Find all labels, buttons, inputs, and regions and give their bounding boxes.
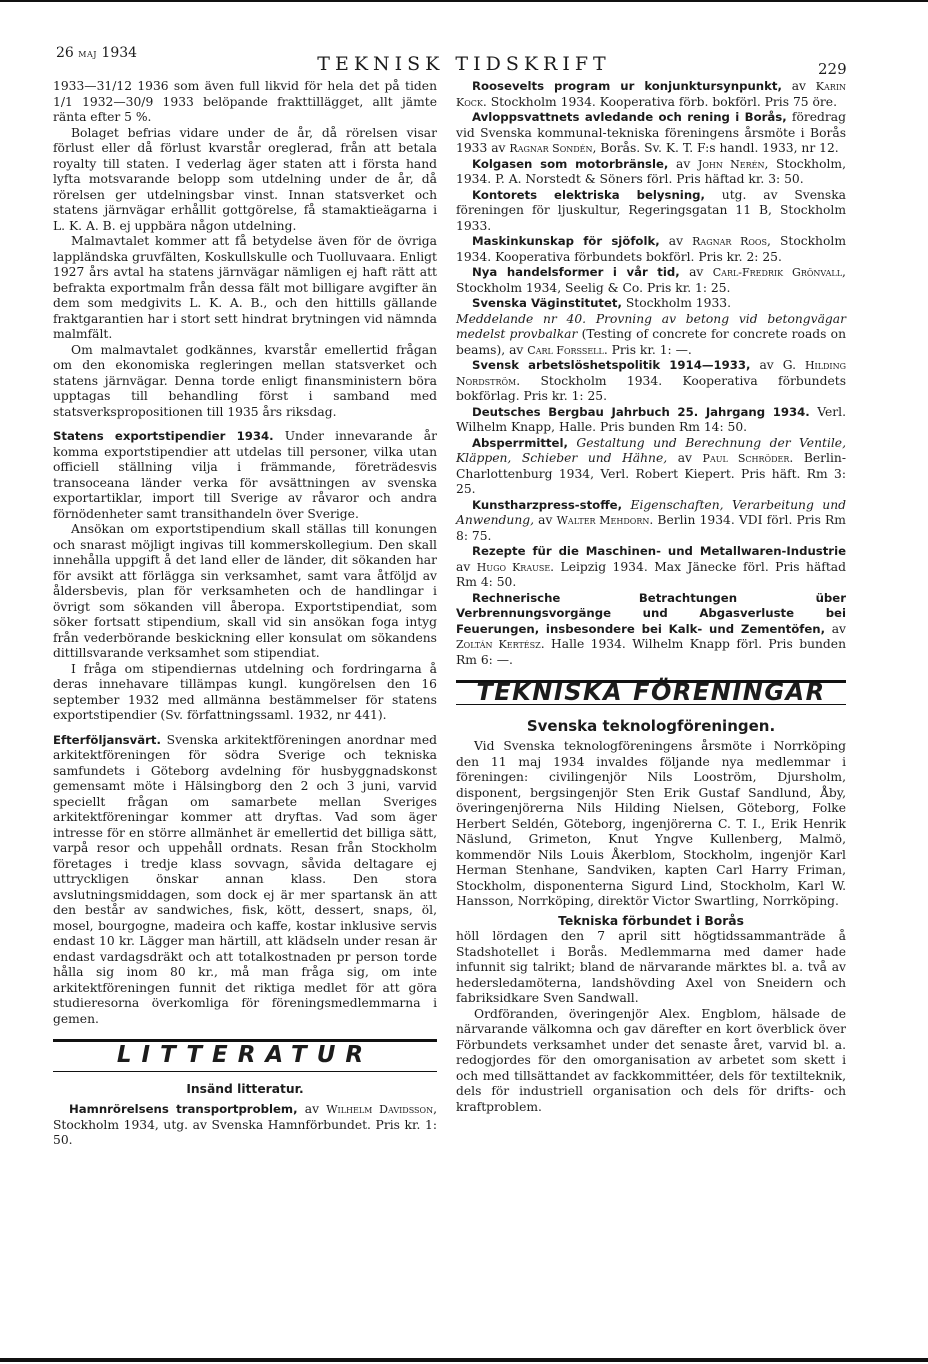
paragraph: Vid Svenska teknologföreningens årsmöte i Norrköping den 11 maj 1934 invaldes följande nya medlemmar i föreningen: civilingenjör Nils Looström, Djursholm, disponent, bergsingenjör Sten Erik Gustaf Sandlund, Åby, överingenjörerna Nils Hilding Nielsen, Göteborg, Folke Herbert Seldén, Göteborg, ingenjörerna C. T. I., Erik Henrik Näslund, Grimeton, Knut Yngve Kullenberg, Malmö, kommendör Nils Louis Åkerblom, Stockholm, ingenjör Karl Herman Stenhane, Sandviken, kapten Carl Harry Friman, Stockholm, disponenterna Sigurd Lind, Stockholm, Karl W. Hansson, Norrköping, direktör Victor Swartling, Norrköping.	[456, 739, 846, 908]
entry-author: Wilhelm Davidsson	[326, 1103, 434, 1116]
entry-author: Carl Forssell	[527, 343, 604, 357]
literature-entry: Deutsches Bergbau Jahrbuch 25. Jahrgang 1934. Verl. Wilhelm Knapp, Halle. Pris bunden Rm 14: 50.	[456, 404, 846, 434]
entry-title: Kunstharzpress-stoffe,	[472, 497, 623, 512]
entry-title: Svenska Väginstitutet,	[472, 296, 622, 310]
journal-title: TEKNISK TIDSKRIFT	[317, 53, 611, 75]
entry-author: Hilding Nordström	[456, 359, 846, 388]
paragraph: Malmavtalet kommer att få betydelse även för de övriga lappländska gruvfälten, Koskullskulle och Tuolluvaara. Enligt 1927 års avtal ha statens järnvägar nämligen ej haft rätt att befrakta exportmalm från dessa fält mot billigare avgifter än dem som medgivits L. K. A. B., och den hittills gällande fraktgarantien har i stort sett hindrat brytningen vid nämnda malmfält.	[53, 234, 437, 341]
section-exportstipendier	[53, 429, 437, 522]
date-year: 1934	[101, 45, 138, 61]
entry-title: Maskinkunskap för sjöfolk,	[472, 234, 660, 248]
section-heading: Efterföljansvärt.	[53, 732, 161, 747]
entry-author: Ragnar Sondén	[509, 142, 593, 155]
paragraph: Under innevarande år komma exportstipendier att utdelas till personer, vilka utan officiell ställning vilja i främmande, företrädesvis transoceana länder verka för avsättningen av svenska exportartiklar, import till Sverige av råvaror och andra förnödenheter samt transithandeln över Sverige.	[53, 429, 437, 521]
paragraph: höll lördagen den 7 april sitt högtidssammanträde å Stadshotellet i Borås. Medlemmarna med damer hade infunnit sig talrikt; bland de närvarande märktes bl. a. två av hedersledamöterna, landshövding Axel von Sneidern och fabriksidkare Sven Sandwall.	[456, 929, 846, 1005]
litteratur-banner: LITTERATUR	[53, 1039, 437, 1072]
entry-author: Walter Mehdorn	[556, 514, 650, 527]
literature-entry: Svensk arbetslöshetspolitik 1914—1933, av G. Hilding Nordström. Stockholm 1934. Kooperativa förbundets bokförlag. Pris kr. 1: 25.	[456, 358, 846, 403]
entry-title: Rechnerische Betrachtungen über Verbrennungsvorgänge und Abgasverluste bei Feuerungen, insbesondere bei Kalk- und Zementöfen,	[456, 590, 846, 636]
page-top-rule	[0, 0, 928, 2]
entry-title: Svensk arbetslöshetspolitik 1914—1933,	[472, 358, 751, 372]
entry-author: Paul Schröder	[702, 452, 790, 465]
literature-entry: Rechnerische Betrachtungen über Verbrennungsvorgänge und Abgasverluste bei Feuerungen, insbesondere bei Kalk- und Zementöfen, av Zoltán Kertész. Halle 1934. Wilhelm Knapp förl. Pris bunden Rm 6: —.	[456, 590, 846, 667]
literature-entry: Kontorets elektriska belysning, utg. av Svenska föreningen för ljuskultur, Regeringsgatan 11 B, Stockholm 1933.	[456, 187, 846, 233]
date-month: maj	[78, 47, 97, 60]
literature-entry: Kunstharzpress-stoffe, Eigenschaften, Verarbeitung und Anwendung, av Walter Mehdorn. Berlin 1934. VDI förl. Pris Rm 8: 75.	[456, 497, 846, 543]
entry-title: Deutsches Bergbau Jahrbuch 25. Jahrgang 1934.	[472, 404, 810, 419]
subheading: Svenska teknologföreningen.	[526, 716, 776, 735]
literature-entry: Rezepte für die Maschinen- und Metallwaren-Industrie av Hugo Krause. Leipzig 1934. Max Jänecke förl. Pris häftad Rm 4: 50.	[456, 544, 846, 589]
tekniska-foreningar-banner: TEKNISKA FÖRENINGAR	[456, 680, 846, 705]
paragraph: Ansökan om exportstipendium skall ställas till konungen och snarast möjligt ingivas till kommerskollegium. Den skall innehålla uppgift å det land eller de länder, dit sökanden har för avsikt att förlägga sin verksamhet, samt vara åtföljd av åldersbevis, plan för verksamheten och de handlingar i övrigt som sökanden vill åberopa. Exportstipendiat, som söker fortsatt stipendium, skall vid sin ansökan foga intyg från vederbörande beskickning eller konsulat om sökandens dittillsvarande verksamhet som stipendiat.	[53, 522, 437, 660]
literature-entry: Maskinkunskap för sjöfolk, av Ragnar Roos, Stockholm 1934. Kooperativa förbundets bokförl. Pris kr. 2: 25.	[456, 234, 846, 264]
literature-entry: Hamnrörelsens transportproblem, av Wilhelm Davidsson, Stockholm 1934, utg. av Svenska Hamnförbundet. Pris kr. 1: 50.	[53, 1102, 437, 1147]
date-day: 26	[56, 45, 74, 61]
literature-entry: Absperrmittel, Gestaltung und Berechnung der Ventile, Kläppen, Schieber und Hähne, av Paul Schröder. Berlin-Charlottenburg 1934, Verl. Robert Kiepert. Pris häft. Rm 3: 25.	[456, 435, 846, 496]
literature-entry: Roosevelts program ur konjunktursynpunkt, av Karin Kock. Stockholm 1934. Kooperativa förb. bokförl. Pris 75 öre.	[456, 79, 846, 109]
entry-title: Nya handelsformer i vår tid,	[472, 265, 680, 279]
section-heading: Statens exportstipendier 1934.	[53, 429, 274, 443]
entry-title: Roosevelts program ur konjunktursynpunkt,	[472, 79, 782, 93]
paragraph: Om malmavtalet godkännes, kvarstår emellertid frågan om den ekonomiska regleringen mellan statsverket och statens järnvägar. Denna torde enligt finansministern böra upptagas till behandling först i samband med statsverkspropositionen till 1935 års riksdag.	[53, 342, 437, 419]
paragraph: Svenska arkitektföreningen anordnar med arkitektföreningen för södra Sverige och tekniska samfundets i Göteborg avdelning för husbyggnadskonst gemensamt möte i Hälsingborg den 2 och 3 juni, varvid speciellt frågan om samarbete mellan Sveriges arkitektföreningar kommer att dryftas. Vad som äger intresse för en större allmänhet är emellertid det billiga sätt, varpå resor och uppehåll ordnats. Resan från Stockholm företages i tredje klass sovvagn, såvida deltagare ej uttryckligen önskar annan klass. Den stora avslutningsmiddagen, som dock ej är mer spartansk än att den består av sandwiches, fisk, kött, dessert, snaps, öl, mosel, bourgogne, madeira och kaffe, kostar inklusive servis endast 10 kr. Lägger man härtill, att klädseln under resan är endast vardagsdräkt och att totalkostnaden pr person torde hålla sig inom 80 kr., må man fråga sig, om inte arkitektföreningen funnit det riktiga medlet för att göra studieresorna överkomliga för föreningsmedlemmarna i gemen.	[53, 732, 437, 1026]
left-column	[53, 79, 437, 1149]
entry-author: Hugo Krause	[476, 560, 551, 574]
literature-entry: Nya handelsformer i vår tid, av Carl-Fredrik Grönvall, Stockholm 1934, Seelig & Co. Pris kr. 1: 25.	[456, 265, 846, 295]
entry-title: Hamnrörelsens transportproblem,	[69, 1102, 298, 1116]
literature-entry-detail: Meddelande nr 40. Provning av betong vid betongvägar medelst provbalkar (Testing of concrete for concrete roads on beams), av Carl Forssell. Pris kr. 1: —.	[456, 311, 847, 357]
subheading: Tekniska förbundet i Borås	[558, 913, 744, 928]
subheading: Insänd litteratur.	[186, 1081, 304, 1096]
literature-entry: Kolgasen som motorbränsle, av John Nerén, Stockholm, 1934. P. A. Norstedt & Söners förl. Pris häftad kr. 3: 50.	[456, 156, 846, 186]
literature-entry: Avloppsvattnets avledande och rening i Borås, föredrag vid Svenska kommunal-tekniska föreningens årsmöte i Borås 1933 av Ragnar Sondén, Borås. Sv. K. T. F:s handl. 1933, nr 12.	[456, 110, 846, 155]
section-efterfoljansvart	[53, 733, 437, 1028]
paragraph: 1933—31/12 1936 som även full likvid för hela det på tiden 1/1 1932—30/9 1933 belöpande frakttillägget, allt jämte ränta efter 5 %.	[53, 79, 437, 124]
entry-title: Absperrmittel,	[472, 435, 568, 450]
entry-author: John Nerén	[697, 157, 765, 171]
entry-title: Kolgasen som motorbränsle,	[472, 156, 669, 171]
entry-title: Avloppsvattnets avledande och rening i Borås,	[472, 110, 787, 124]
right-column	[456, 79, 846, 1115]
paragraph: Ordföranden, överingenjör Alex. Engblom, hälsade de närvarande välkomna och gav därefter en kort överblick över Förbundets verksamhet under det senaste året, varvid bl. a. redogjordes för den omorganisation av arbetet som skett i och med tillsättandet av fackkommittéer, dels för textilteknik, dels för industriell organisation och dels för drifts- och kraftproblem.	[456, 1006, 846, 1114]
page-bottom-rule	[0, 1358, 928, 1362]
entry-author: Zoltán Kertész	[456, 638, 541, 651]
entry-author: Carl-Fredrik Grönvall	[712, 266, 843, 279]
entry-author: Ragnar Roos	[692, 235, 767, 248]
entry-author: Karin Kock	[456, 80, 846, 109]
paragraph: I fråga om stipendiernas utdelning och fordringarna å deras innehavare tillämpas kungl. kungörelsen den 16 september 1932 med allmänna bestämmelser för statens exportstipendier (Sv. författningssaml. 1932, nr 441).	[53, 661, 437, 722]
page-number: 229	[818, 60, 847, 78]
entry-title: Rezepte für die Maschinen- und Metallwaren-Industrie	[472, 544, 846, 558]
paragraph: Bolaget befrias vidare under de år, då rörelsen visar förlust eller då förlust kvarstår oreglerad, från att betala royalty till staten. I vederlag äger staten att i första hand lyfta motsvarande belopp som utdelning under de år, då rörelsen ger utdelningsbar vinst. Innan statsverket och statens järnvägar erhållit gottgörelse, få stamaktieägarna i L. K. A. B. ej uppbära någon utdelning.	[53, 125, 437, 233]
entry-title: Kontorets elektriska belysning,	[472, 187, 705, 202]
literature-entry: Svenska Väginstitutet, Stockholm 1933.	[472, 296, 732, 310]
